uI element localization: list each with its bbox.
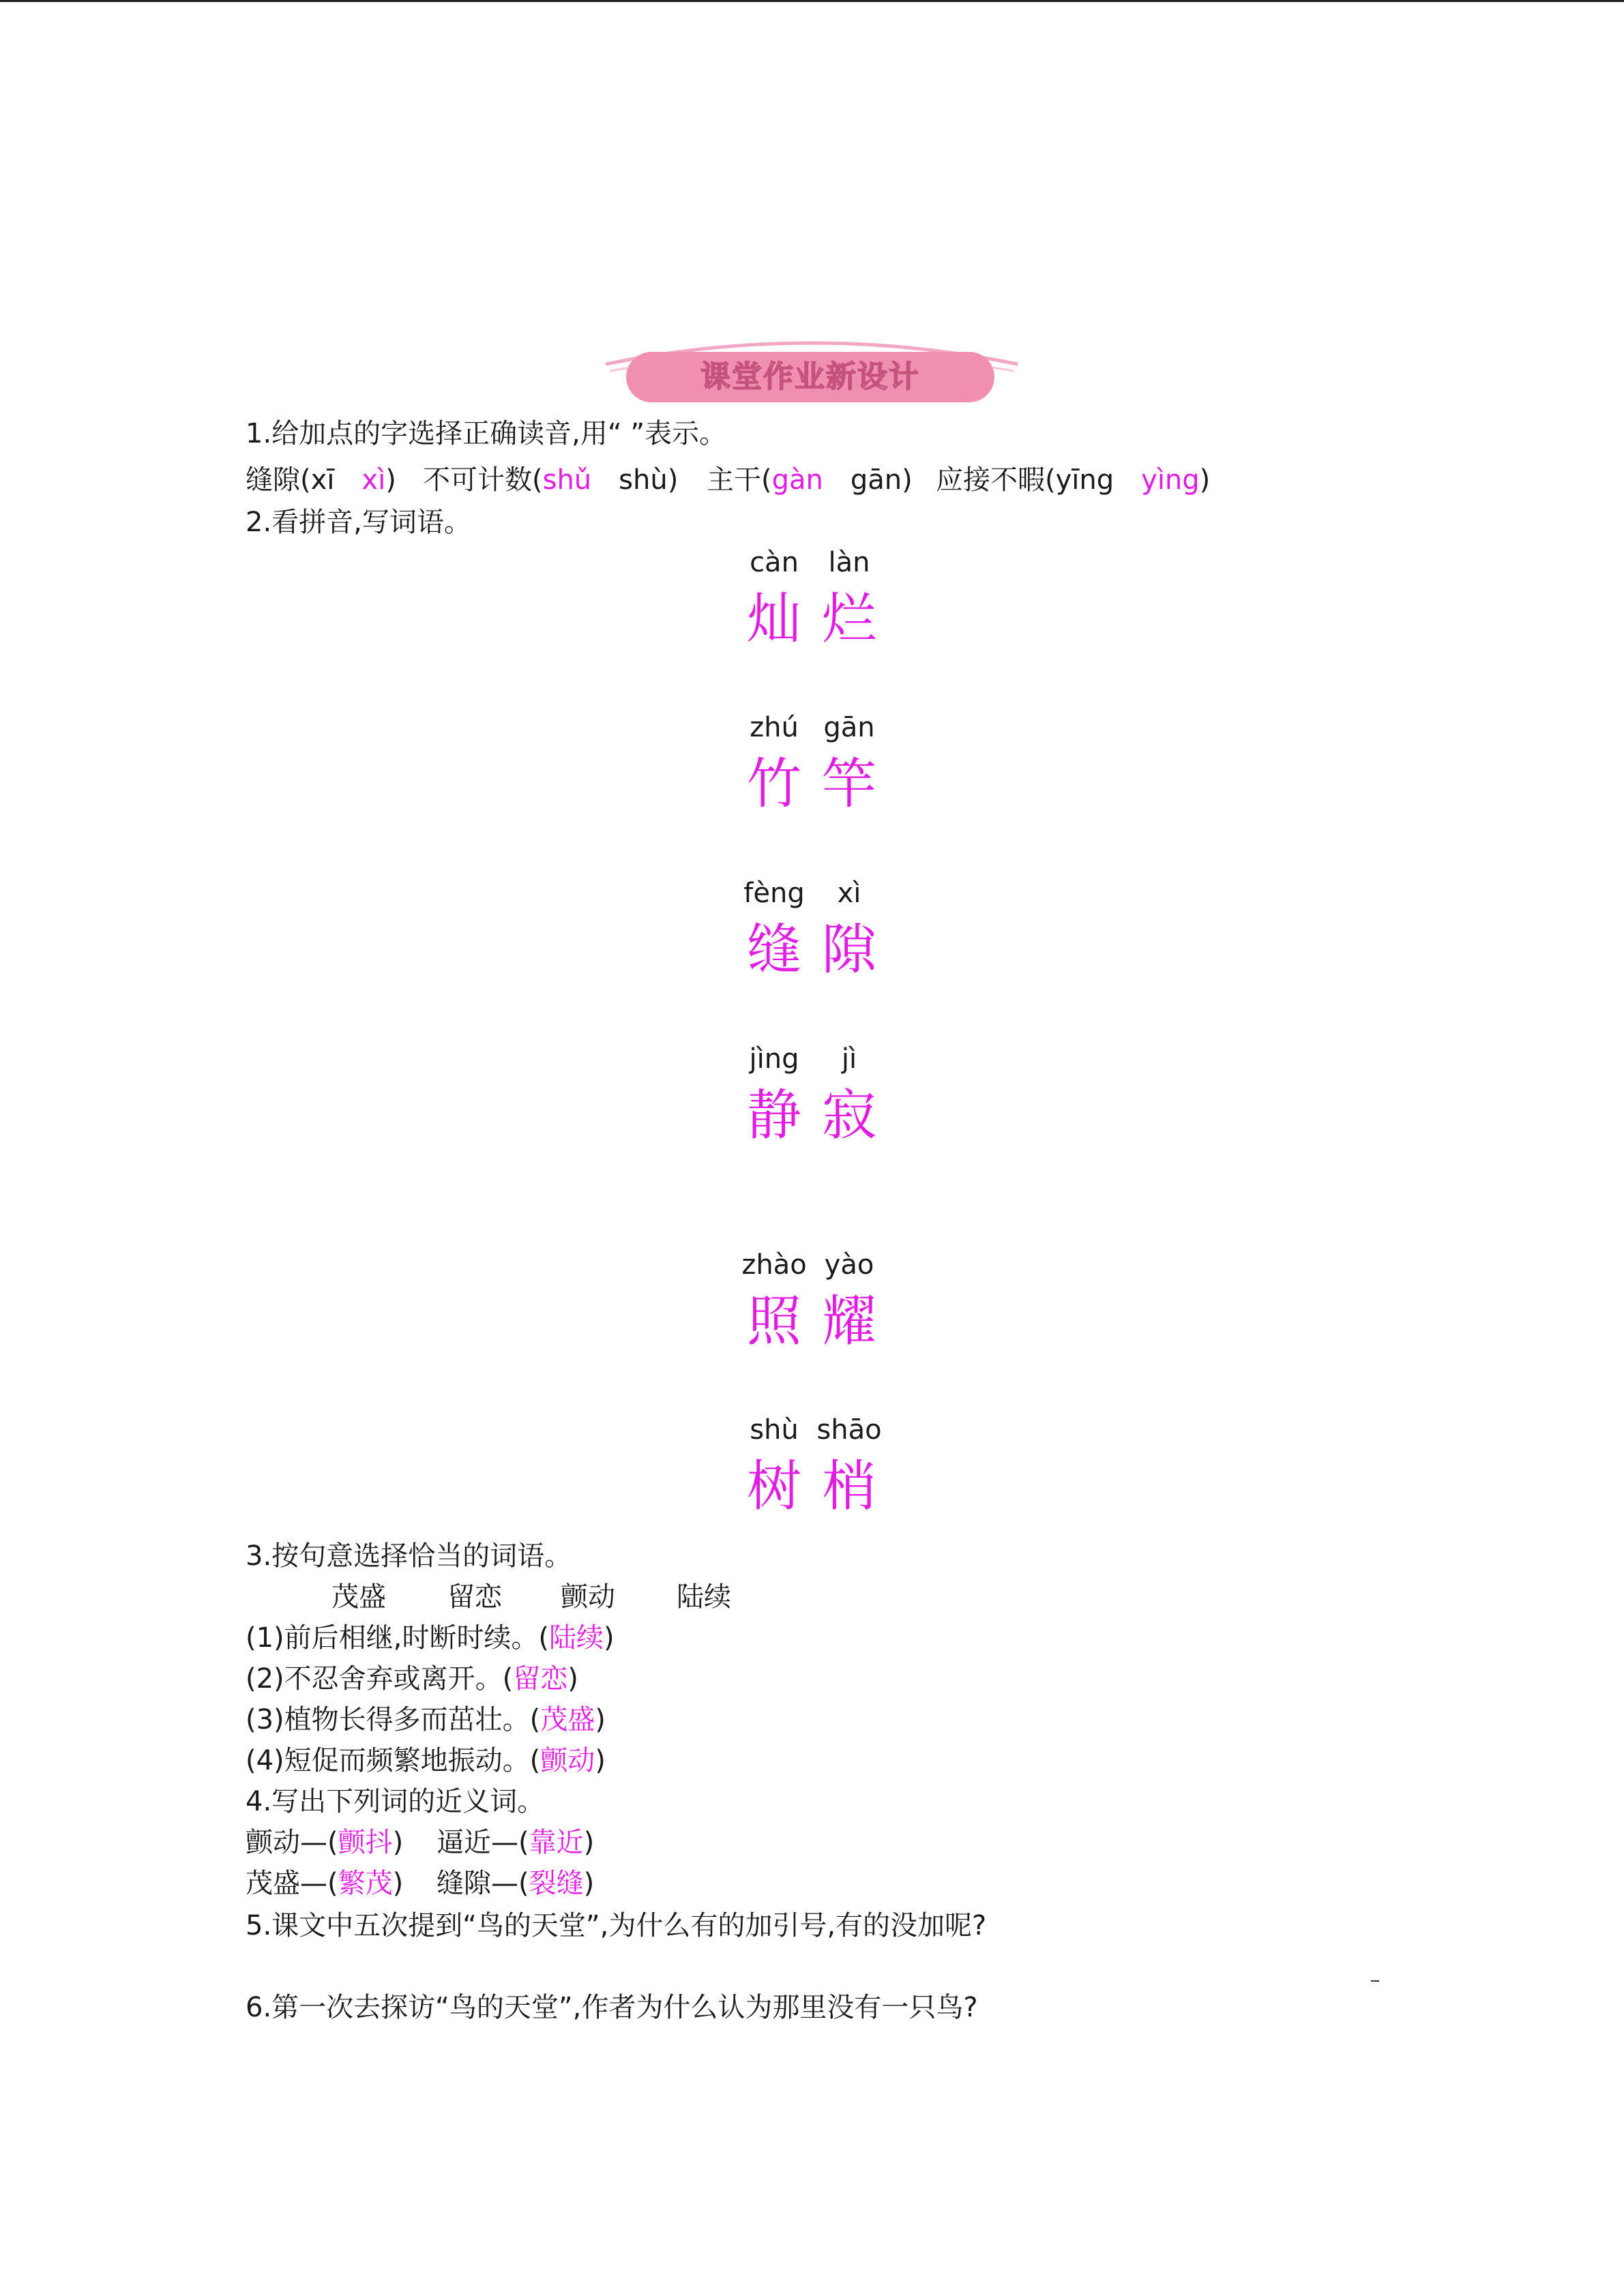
- answer-character: 树: [747, 1455, 801, 1518]
- answer-row: [723, 750, 900, 818]
- q4-prompt: 4.写出下列词的近义词。: [246, 1786, 545, 1817]
- q1-option-b[interactable]: yìng: [1141, 464, 1200, 496]
- q3-answer: 颤动: [540, 1745, 595, 1776]
- q1-close-paren: ): [1199, 464, 1211, 496]
- pinyin-row: [723, 1248, 900, 1282]
- q4-item: [246, 1826, 403, 1859]
- pinyin-row: [723, 876, 900, 910]
- answer-character: 隙: [822, 918, 876, 981]
- q1-word: 主干(: [707, 464, 772, 496]
- q3-answer: 陆续: [548, 1622, 604, 1654]
- q3-item: [246, 1663, 578, 1695]
- q3-close-paren: ): [595, 1704, 606, 1735]
- answer-row: [723, 1287, 900, 1356]
- q3-prompt: 3.按句意选择恰当的词语。: [246, 1540, 572, 1572]
- q3-option: 留恋: [447, 1581, 502, 1613]
- q3-close-paren: ): [595, 1745, 606, 1776]
- q1-option-a[interactable]: shǔ: [542, 464, 592, 496]
- pinyin-row: [723, 1042, 900, 1076]
- stray-dash-mark: [1371, 1980, 1379, 1982]
- q4-answer: 颤抖: [338, 1827, 393, 1858]
- q4-close-paren: ): [392, 1868, 404, 1899]
- q1-item-2: [423, 464, 678, 496]
- pinyin: shù: [750, 1414, 799, 1446]
- q4-close-paren: ): [583, 1827, 595, 1858]
- pinyin: yào: [824, 1249, 874, 1281]
- answer-character: 竿: [822, 752, 876, 816]
- pinyin-row: [723, 1413, 900, 1447]
- pinyin-row: [723, 546, 900, 580]
- q1-item-3: [707, 464, 913, 496]
- answer-character: 寂: [822, 1084, 876, 1147]
- pinyin: zhào: [741, 1249, 807, 1281]
- answer-character: 烂: [822, 587, 876, 651]
- q3-answer: 留恋: [513, 1663, 568, 1695]
- q3-item: [246, 1622, 615, 1654]
- section-banner: [600, 333, 1023, 408]
- answer-character: 竹: [747, 752, 801, 816]
- pinyin-row: [723, 711, 900, 745]
- pinyin: zhú: [750, 712, 799, 743]
- q4-item: [437, 1826, 594, 1859]
- q4-word: 茂盛—(: [246, 1868, 338, 1899]
- pinyin: fèng: [743, 878, 805, 909]
- q1-item-1: [246, 464, 396, 496]
- q3-item: [246, 1744, 606, 1777]
- answer-row: [723, 1082, 900, 1150]
- q4-close-paren: ): [392, 1827, 404, 1858]
- q1-word: 不可计数(: [423, 464, 543, 496]
- q3-item: [246, 1703, 606, 1736]
- q4-answer: 裂缝: [529, 1868, 584, 1899]
- q4-word: 缝隙—(: [437, 1868, 529, 1899]
- answer-row: [723, 916, 900, 984]
- pinyin: càn: [750, 547, 799, 578]
- q4-answer: 靠近: [529, 1827, 584, 1858]
- q1-option-a[interactable]: yīng: [1055, 464, 1114, 496]
- pinyin: jìng: [749, 1043, 799, 1075]
- q1-prompt: 1.给加点的字选择正确读音,用“ ”表示。: [246, 418, 727, 449]
- answer-character: 灿: [747, 587, 801, 651]
- q3-item-text: (3)植物长得多而茁壮。(: [246, 1704, 541, 1735]
- answer-character: 缝: [747, 918, 801, 981]
- q1-option-b[interactable]: xì: [361, 464, 386, 496]
- q1-close-paren: ): [667, 464, 679, 496]
- answer-character: 静: [747, 1084, 801, 1147]
- pinyin: shāo: [816, 1414, 882, 1446]
- q4-word: 颤动—(: [246, 1827, 338, 1858]
- q1-item-4: [936, 464, 1210, 496]
- q1-option-a[interactable]: xī: [310, 464, 335, 496]
- answer-character: 耀: [822, 1289, 876, 1353]
- q4-word: 逼近—(: [437, 1827, 529, 1858]
- pinyin: xì: [837, 878, 861, 909]
- q1-option-a[interactable]: gàn: [771, 464, 823, 496]
- q1-option-b[interactable]: gān: [850, 464, 902, 496]
- answer-row: [723, 585, 900, 653]
- q1-word: 缝隙(: [246, 464, 311, 496]
- q3-close-paren: ): [603, 1622, 615, 1654]
- q6-prompt: 6.第一次去探访“鸟的天堂”,作者为什么认为那里没有一只鸟?: [246, 1992, 978, 2023]
- pinyin: jì: [841, 1043, 857, 1075]
- q3-item-text: (2)不忍舍弃或离开。(: [246, 1663, 514, 1695]
- q1-close-paren: ): [385, 464, 396, 496]
- q5-prompt: 5.课文中五次提到“鸟的天堂”,为什么有的加引号,有的没加呢?: [246, 1910, 987, 1941]
- q3-option: 颤动: [561, 1581, 615, 1613]
- q3-answer: 茂盛: [540, 1704, 595, 1735]
- q3-item-text: (4)短促而频繁地振动。(: [246, 1745, 541, 1776]
- q3-option: 茂盛: [331, 1581, 386, 1613]
- q4-answer: 繁茂: [338, 1868, 393, 1899]
- q3-item-text: (1)前后相继,时断时续。(: [246, 1622, 549, 1654]
- answer-character: 照: [747, 1289, 801, 1353]
- page-top-border: [0, 0, 1624, 2]
- q4-item: [246, 1867, 403, 1900]
- answer-row: [723, 1452, 900, 1521]
- q4-close-paren: ): [583, 1868, 595, 1899]
- q1-option-b[interactable]: shù: [619, 464, 668, 496]
- answer-character: 梢: [822, 1455, 876, 1518]
- pinyin: làn: [828, 547, 870, 578]
- q1-word: 应接不暇(: [936, 464, 1056, 496]
- q2-prompt: 2.看拼音,写词语。: [246, 507, 471, 538]
- banner-title: 课堂作业新设计: [700, 359, 920, 394]
- q3-close-paren: ): [567, 1663, 578, 1695]
- q1-close-paren: ): [902, 464, 913, 496]
- q3-option: 陆续: [677, 1581, 731, 1613]
- pinyin: gān: [823, 712, 875, 743]
- q4-item: [437, 1867, 594, 1900]
